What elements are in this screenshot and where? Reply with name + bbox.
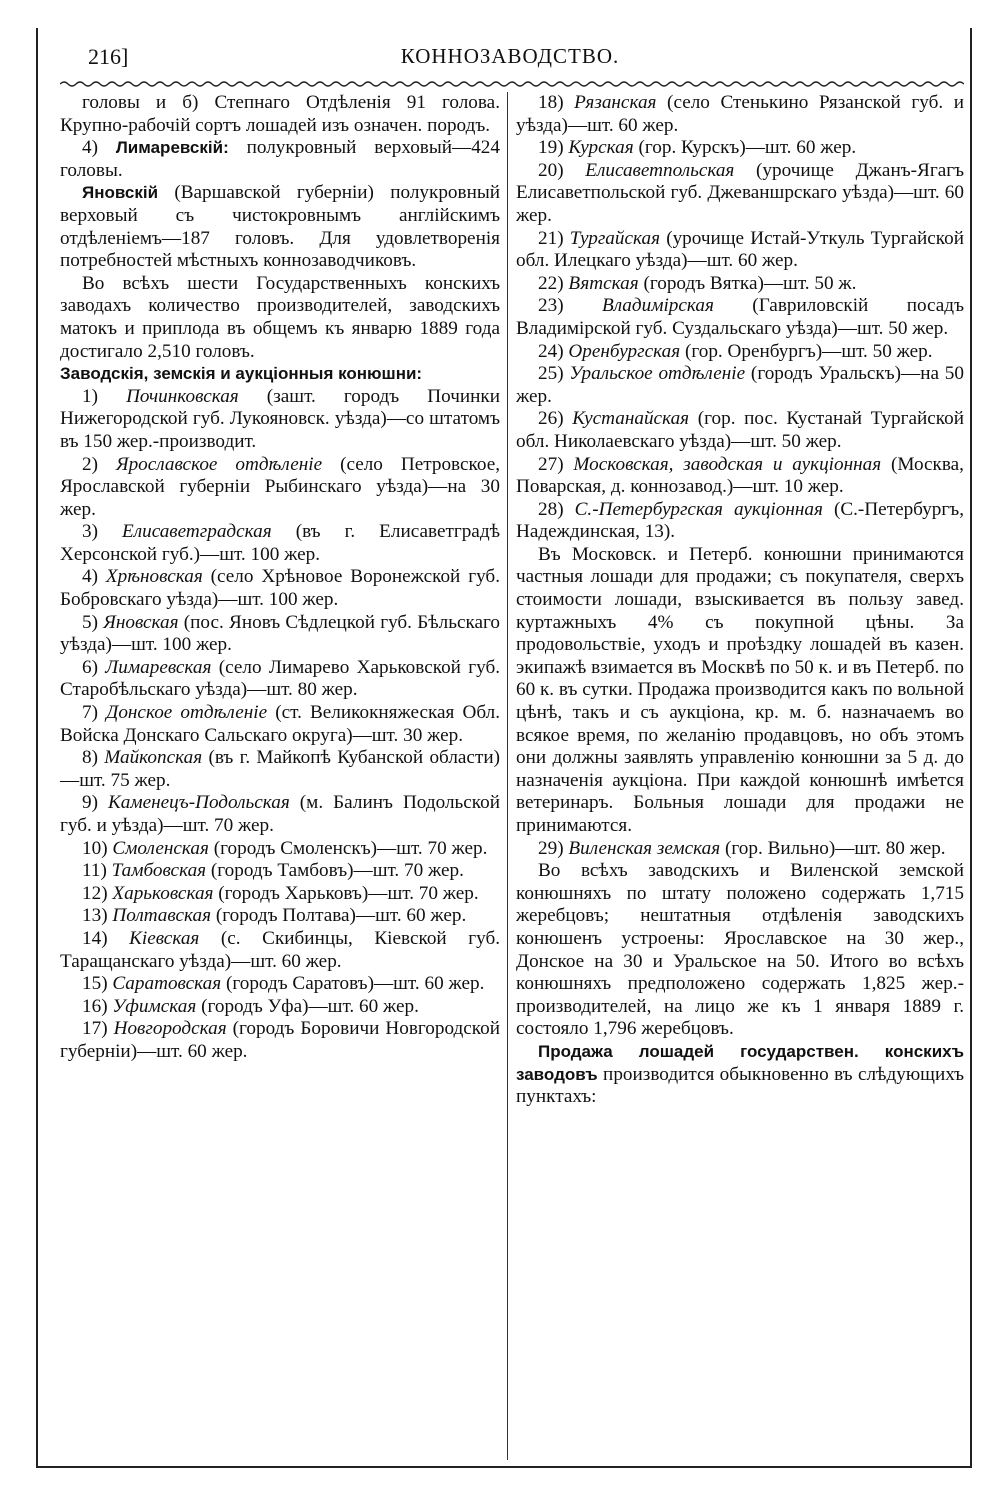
item-number: 15) [82, 973, 113, 995]
stable-name: Тургайская [569, 227, 661, 249]
paragraph [516, 273, 964, 296]
paragraph-text: (гор. Вильно)—шт. 80 жер. [720, 837, 946, 859]
page-number: 216] [88, 44, 129, 69]
paragraph-text: (гор. пос. Кустанай Тургайской обл. Николаевскаго уѣзда)—шт. 50 жер. [516, 408, 965, 452]
bold-heading: Продажа лошадей государствен. конскихъ заводовъ [516, 1041, 964, 1084]
item-number: 2) [82, 453, 116, 475]
paragraph-text: (С.-Петербургъ, Надеждинская, 13). [516, 498, 964, 543]
item-number: 21) [538, 227, 570, 249]
paragraph-text: (въ г. Елисаветградѣ Херсонской губ.)—шт. 100 жер. [60, 521, 500, 565]
stable-name: Починковская [126, 385, 239, 407]
paragraph [60, 747, 500, 792]
item-number: 18) [538, 92, 575, 113]
paragraph [516, 1041, 964, 1109]
paragraph-text: головы и б) Степнаго Отдѣленія 91 голова. Крупно-рабочій сортъ лошадей изъ означен. породъ. [60, 92, 500, 136]
paragraph [60, 566, 500, 611]
paragraph [60, 363, 500, 386]
paragraph-text: производится обыкновенно въ слѣдующихъ пунктахъ: [516, 1063, 964, 1108]
paragraph-text: (Варшавской губерніи) полукровный верховый съ чистокровнымъ англійскимъ отдѣленіемъ—187 головъ. Для удовлетворенія потребностей мѣстныхъ коннозаводчиковъ. [60, 182, 500, 272]
item-number: 10) [82, 837, 113, 859]
paragraph-text: Во всѣхъ заводскихъ и Виленской земской конюшняхъ по штату положено содержать 1,715 жеребцовъ; нештатныя отдѣленія заводскихъ конюшенъ устроены: Ярославское на 30 жер., Донское на 30 и Уральское на 50. Итого во всѣхъ конюшняхъ предположено содержать 1,825 жер.-производителей, на лицо же къ 1 января 1889 г. состояло 1,796 жеребцовъ. [516, 860, 964, 1040]
item-number: 19) [538, 137, 569, 159]
item-number: 26) [538, 408, 573, 430]
stable-name: Новгородская [113, 1018, 227, 1040]
paragraph [60, 838, 500, 861]
paragraph-text: (село Стенькино Рязанской губ. и уѣзда)—шт. 60 жер. [516, 92, 965, 136]
item-number: 17) [82, 1018, 114, 1040]
stable-name: Тамбовская [111, 860, 207, 882]
stable-name: Полтавская [112, 905, 212, 927]
paragraph [60, 657, 500, 702]
paragraph-text: полукровный верховый—424 головы. [60, 137, 500, 181]
item-number: 25) [538, 363, 570, 385]
stable-name: Уфимская [112, 995, 197, 1017]
paragraph-text: (городъ Саратовъ)—шт. 60 жер. [221, 973, 485, 995]
paragraph-text: (пос. Яновъ Сѣдлецкой губ. Бѣльскаго уѣзда)—шт. 100 жер. [60, 611, 501, 656]
paragraph-text: (городъ Уральскъ)—на 50 жер. [516, 363, 964, 407]
paragraph-text: (село Хрѣновое Воронежской губ. Бобровскаго уѣзда)—шт. 100 жер. [60, 566, 500, 611]
paragraph [60, 860, 500, 883]
paragraph [60, 386, 500, 454]
paragraph-text: (городъ Тамбовъ)—шт. 70 жер. [206, 860, 464, 882]
paragraph [516, 137, 964, 160]
stable-name: Вятская [568, 272, 639, 294]
bold-heading: Лимаревскій: [115, 138, 229, 158]
paragraph [516, 860, 964, 1041]
paragraph [60, 521, 500, 566]
paragraph-text: (городъ Вятка)—шт. 50 ж. [638, 272, 857, 294]
paragraph [516, 454, 964, 499]
stable-name: Хрѣновская [105, 566, 203, 588]
paragraph-text: (урочище Истай-Уткуль Тургайской обл. Илецкаго уѣзда)—шт. 60 жер. [516, 227, 965, 272]
paragraph-text: (гор. Курскъ)—шт. 60 жер. [633, 137, 857, 159]
paragraph [516, 295, 964, 340]
paragraph-text: (въ г. Майкопѣ Кубанской области)—шт. 75 жер. [60, 747, 500, 791]
item-number: 4) [82, 137, 116, 159]
paragraph [516, 499, 964, 544]
paragraph [516, 160, 964, 228]
paragraph [516, 363, 964, 408]
paragraph [60, 137, 500, 182]
stable-name: Елисаветградская [122, 521, 272, 543]
paragraph-text: (городъ Полтава)—шт. 60 жер. [211, 905, 467, 927]
item-number: 24) [538, 340, 569, 362]
paragraph [516, 341, 964, 364]
stable-name: Смоленская [112, 837, 209, 859]
running-title: КОННОЗАВОДСТВО. [400, 44, 620, 68]
paragraph-text: Во всѣхъ шести Государственныхъ конскихъ заводахъ количество производителей, заводскихъ матокъ и приплода въ общемъ къ январю 1889 года достигало 2,510 головъ. [60, 272, 500, 362]
stable-name: С.-Петербургская аукціонная [574, 498, 823, 520]
paragraph [60, 702, 500, 747]
item-number: 6) [82, 656, 106, 678]
paragraph [60, 1018, 500, 1063]
stable-name: Харьковская [112, 882, 214, 904]
stable-name: Московская, заводская и аукціонная [573, 453, 882, 475]
paragraph-text: (Гавриловскій посадъ Владимірской губ. Суздальскаго уѣзда)—шт. 50 жер. [516, 295, 964, 339]
stable-name: Курская [568, 137, 634, 159]
page-frame-right [970, 28, 972, 1468]
item-number: 5) [82, 611, 104, 633]
paragraph-text: (городъ Боровичи Новгородской губерніи)—шт. 60 жер. [60, 1018, 501, 1062]
right-column [516, 92, 964, 1109]
paragraph [516, 228, 964, 273]
stable-name: Рязанская [574, 92, 657, 113]
paragraph-text: (городъ Харьковъ)—шт. 70 жер. [213, 882, 479, 904]
paragraph [60, 883, 500, 906]
bold-heading: Заводскія, земскія и аукціонныя конюшни: [60, 364, 423, 384]
stable-name: Саратовская [112, 973, 222, 995]
stable-name: Виленская земская [568, 837, 721, 859]
item-number: 11) [82, 860, 112, 882]
bold-heading: Яновскій [82, 183, 159, 203]
left-column [60, 92, 500, 1064]
paragraph-text: (городъ Смоленскъ)—шт. 70 жер. [208, 837, 488, 859]
item-number: 7) [82, 702, 107, 724]
paragraph-text: (урочище Джанъ-Ягагъ Елисаветпольской губ. Джеваншрскаго уѣзда)—шт. 60 жер. [516, 159, 964, 226]
paragraph-text: (Москва, Поварская, д. коннозавод.)—шт. 10 жер. [516, 453, 964, 498]
page-frame-bottom [36, 1466, 972, 1468]
item-number: 1) [82, 385, 127, 407]
item-number: 28) [538, 498, 575, 520]
paragraph-text: (село Петровское, Ярославской губерніи Рыбинскаго уѣзда)—на 30 жер. [60, 453, 501, 520]
item-number: 13) [82, 905, 113, 927]
paragraph [60, 973, 500, 996]
paragraph-text: (городъ Уфа)—шт. 60 жер. [196, 995, 419, 1017]
stable-name: Кустанайская [572, 408, 690, 430]
paragraph [60, 92, 500, 137]
paragraph [60, 792, 500, 837]
paragraph [516, 838, 964, 861]
stable-name: Ярославское отдѣленіе [115, 453, 323, 475]
stable-name: Яновская [103, 611, 179, 633]
item-number: 14) [82, 927, 130, 949]
page-header [60, 44, 960, 80]
stable-name: Майкопская [104, 747, 203, 769]
paragraph-text: (село Лимарево Харьковской губ. Старобѣльскаго уѣзда)—шт. 80 жер. [60, 656, 501, 701]
item-number: 27) [538, 453, 574, 475]
item-number: 20) [538, 159, 586, 181]
paragraph [516, 544, 964, 838]
item-number: 9) [82, 792, 109, 814]
paragraph [516, 92, 964, 137]
item-number: 8) [82, 747, 105, 769]
item-number: 12) [82, 882, 113, 904]
paragraph-text: (гор. Оренбургъ)—шт. 50 жер. [680, 340, 933, 362]
paragraph [60, 928, 500, 973]
paragraph [60, 454, 500, 522]
paragraph-text: (зашт. городъ Починки Нижегородской губ. Лукояновск. уѣзда)—со штатомъ въ 150 жер.-производит. [60, 385, 500, 452]
item-number: 22) [538, 272, 569, 294]
stable-name: Елисаветпольская [585, 159, 735, 181]
column-divider [507, 92, 508, 1460]
stable-name: Лимаревская [105, 656, 212, 678]
paragraph [60, 182, 500, 272]
stable-name: Каменецъ-Подольская [108, 792, 290, 814]
stable-name: Владимірская [601, 295, 714, 317]
item-number: 3) [82, 521, 123, 543]
paragraph [60, 996, 500, 1019]
paragraph [516, 408, 964, 453]
paragraph-text: Въ Московск. и Петерб. конюшни принимаются частныя лошади для продажи; съ покупателя, сверхъ стоимости лошади, взыскивается въ пользу завед. куртажныхъ 4% съ покупной цѣны. За продовольствіе, уходъ и проѣздку лошадей въ казен. экипажѣ взимается въ Москвѣ по 50 к. и въ Петерб. по 60 к. въ сутки. Продажа производится какъ по вольной цѣнѣ, такъ и съ аукціона, кр. м. б. назначаемъ во всякое время, по желанію продавцовъ, но объ этомъ они должны заявлять управленію конюшни за 5 д. до назначенія аукціона. При каждой конюшнѣ имѣется ветеринаръ. Больныя лошади для продажи не принимаются. [516, 543, 965, 836]
item-number: 29) [538, 837, 569, 859]
stable-name: Оренбургская [568, 340, 681, 362]
item-number: 16) [82, 995, 113, 1017]
paragraph [60, 273, 500, 363]
page-frame-left [36, 28, 38, 1468]
paragraph [60, 612, 500, 657]
stable-name: Кіевская [129, 927, 200, 949]
item-number: 4) [82, 566, 106, 588]
paragraph [60, 905, 500, 928]
paragraph-text: (с. Скибинцы, Кіевской губ. Таращанскаго уѣзда)—шт. 60 жер. [60, 927, 501, 972]
wavy-rule [60, 78, 964, 90]
paragraph-text: (м. Балинъ Подольской губ. и уѣзда)—шт. 70 жер. [60, 792, 500, 836]
stable-name: Донское отдѣленіе [106, 702, 268, 724]
paragraph-text: (ст. Великокняжеская Обл. Войска Донскаго Сальскаго округа)—шт. 30 жер. [60, 702, 501, 746]
stable-name: Уральское отдѣленіе [569, 363, 746, 385]
item-number: 23) [538, 295, 602, 317]
